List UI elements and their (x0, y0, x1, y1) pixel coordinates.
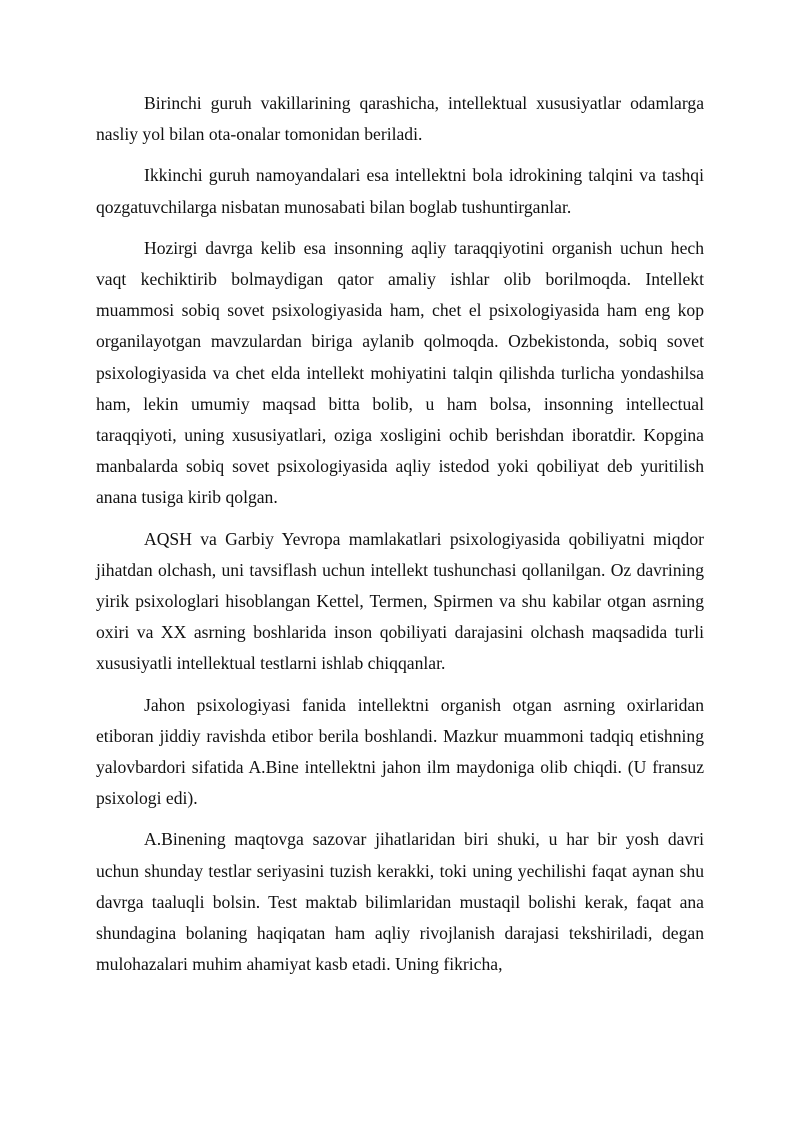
paragraph-world-psychology: Jahon psixologiyasi fanida intellektni organish otgan asrning oxirlaridan etiboran jiddiy ravishda etibor berila boshlandi. Mazkur muammoni tadqiq etishning yalovbardori sifatida A.Bine intellektni jahon ilm maydoniga olib chiqdi. (U fransuz psixologi edi). (96, 694, 704, 809)
document-page (96, 88, 704, 990)
paragraph-usa-europe: AQSH va Garbiy Yevropa mamlakatlari psixologiyasida qobiliyatni miqdor jihatdan olchash, uni tavsiflash uchun intellekt tushunchasi qollanilgan. Oz davrining yirik psixologlari hisoblangan Kettel, Termen, Spirmen va shu kabilar otgan asrning oxiri va XX asrning boshlarida inson qobiliyati darajasini olchash maqsadida turli xususiyatli intellektual testlarni ishlab chiqqanlar. (96, 528, 704, 674)
paragraph-hereditary-view: Birinchi guruh vakillarining qarashicha, intellektual xususiyatlar odamlarga nasliy yol bilan ota-onalar tomonidan beriladi. (96, 93, 704, 145)
paragraph-modern-research: Hozirgi davrga kelib esa insonning aqliy taraqqiyotini organish uchun hech vaqt kechiktirib bolmaydigan qator amaliy ishlar olib borilmoqda. Intellekt muammosi sobiq sovet psixologiyasida ham, chet el psixologiyasida ham eng kop organilayotgan mavzulardan biriga aylanib qolmoqda. Ozbekistonda, sobiq sovet psixologiyasida va chet elda intellekt mohiyatini talqin qilishda turlicha yondashilsa ham, lekin umumiy maqsad bitta bolib, u ham bolsa, insonning intellectual taraqqiyoti, uning xususiyatlari, oziga xosligini ochib berishdan iboratdir. Kopgina manbalarda sobiq sovet psixologiyasida aqliy istedod yoki qobiliyat deb yuritilish anana tusiga kirib qolgan. (96, 237, 704, 508)
paragraph-perception-view: Ikkinchi guruh namoyandalari esa intellektni bola idrokining talqini va tashqi qozgatuvchilarga nisbatan munosabati bilan boglab tushuntirganlar. (96, 165, 704, 217)
paragraph-binet-tests: A.Binening maqtovga sazovar jihatlaridan biri shuki, u har bir yosh davri uchun shunday testlar seriyasini tuzish kerakki, toki uning yechilishi faqat aynan shu davrga taaluqli bolsin. Test maktab bilimlaridan mustaqil bolishi kerak, faqat ana shundagina bolaning haqiqatan ham aqliy rivojlanish darajasi tekshiriladi, degan mulohazalari muhim ahamiyat kasb etadi. Uning fikricha, (96, 829, 704, 975)
